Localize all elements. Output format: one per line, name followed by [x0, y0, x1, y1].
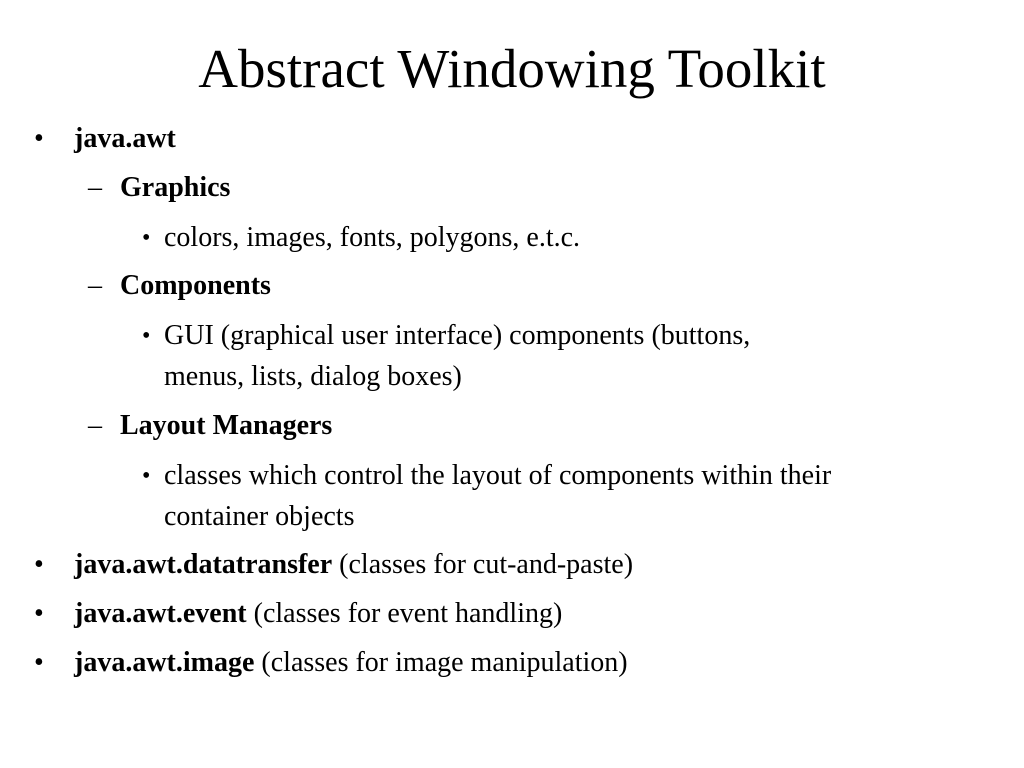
package-label: java.awt	[74, 123, 176, 154]
description-text: GUI (graphical user interface) components (buttons,	[164, 320, 751, 351]
section-label-layout-managers: Layout Managers	[120, 410, 333, 441]
package-label: java.awt.event	[74, 598, 247, 629]
section-label-graphics: Graphics	[120, 172, 231, 203]
dash-icon: –	[88, 410, 102, 441]
bullet-icon: •	[142, 225, 151, 251]
description-text: (classes for event handling)	[246, 598, 563, 629]
description-text: classes which control the layout of components within their	[164, 460, 832, 491]
package-label: java.awt.image	[74, 647, 255, 678]
bullet-icon: •	[34, 598, 44, 629]
package-label: java.awt.datatransfer	[74, 549, 333, 580]
description-text: (classes for image manipulation)	[254, 647, 628, 678]
bullet-icon: •	[142, 323, 151, 349]
description-text: menus, lists, dialog boxes)	[164, 361, 462, 392]
section-label-components: Components	[120, 270, 271, 301]
description-text: colors, images, fonts, polygons, e.t.c.	[164, 222, 581, 253]
description-text: container objects	[164, 501, 355, 532]
list-item-components-desc-cont	[164, 360, 462, 394]
bullet-icon: •	[34, 647, 44, 678]
bullet-icon: •	[34, 549, 44, 580]
dash-icon: –	[88, 270, 102, 301]
description-text: (classes for cut-and-paste)	[332, 549, 634, 580]
slide-title: Abstract Windowing Toolkit	[198, 38, 826, 99]
bullet-icon: •	[34, 123, 44, 154]
dash-icon: –	[88, 172, 102, 203]
list-item-layout-desc-cont	[164, 500, 354, 534]
bullet-icon: •	[142, 463, 151, 489]
